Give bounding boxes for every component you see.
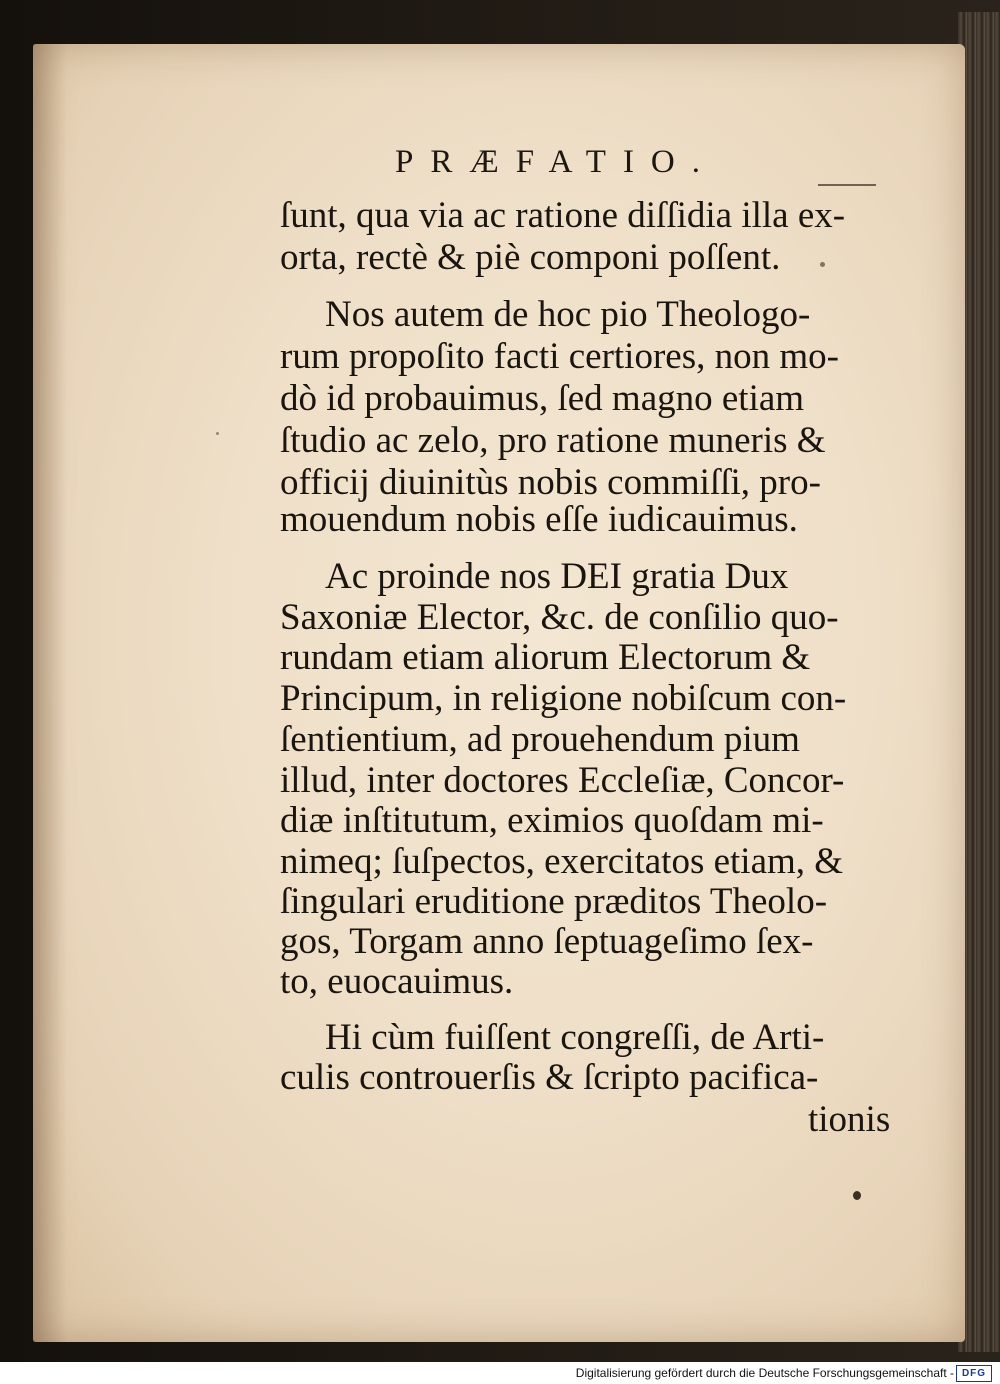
- dfg-logo-icon: DFG: [956, 1365, 992, 1382]
- text-line: Saxoniæ Elector, &c. de conſilio quo-: [280, 597, 839, 638]
- text-line: mouendum nobis eſſe iudicauimus.: [280, 499, 798, 540]
- text-line: rundam etiam aliorum Electorum &: [280, 637, 811, 678]
- text-line: Nos autem de hoc pio Theologo-: [325, 294, 811, 335]
- ink-speck: [853, 1191, 861, 1200]
- text-line: dò id probauimus, ſed magno etiam: [280, 378, 805, 419]
- running-header: PRÆFATIO.: [395, 144, 718, 180]
- ink-speck: [216, 432, 219, 435]
- text-line: culis controuerſis & ſcripto pacifica-: [280, 1057, 819, 1098]
- text-line: ſentientium, ad prouehendum pium: [280, 719, 800, 760]
- text-line: Hi cùm fuiſſent congreſſi, de Arti-: [325, 1017, 825, 1058]
- text-line: ſunt, qua via ac ratione diſſidia illa ex-: [280, 195, 846, 236]
- text-line: Ac proinde nos DEI gratia Dux: [325, 556, 789, 597]
- text-line: ſingulari eruditione præditos Theolo-: [280, 881, 828, 922]
- ink-speck: [820, 262, 825, 267]
- text-line: Principum, in religione nobiſcum con-: [280, 678, 847, 719]
- text-line: ſtudio ac zelo, pro ratione muneris &: [280, 420, 826, 461]
- text-line: diæ inſtitutum, eximios quoſdam mi-: [280, 800, 824, 841]
- catchword: tionis: [808, 1099, 891, 1140]
- funding-credit: Digitalisierung gefördert durch die Deutsche Forschungsgemeinschaft -: [575, 1366, 954, 1380]
- text-line: to, euocauimus.: [280, 961, 514, 1002]
- text-line: illud, inter doctores Eccleſiæ, Concor-: [280, 760, 845, 801]
- text-line: nimeq; ſuſpectos, exercitatos etiam, &: [280, 841, 844, 882]
- text-line: rum propoſito facti certiores, non mo-: [280, 336, 839, 377]
- text-line: gos, Torgam anno ſeptuageſimo ſex-: [280, 921, 814, 962]
- text-line: orta, rectè & piè componi poſſent.: [280, 237, 781, 278]
- text-line: officij diuinitùs nobis commiſſi, pro-: [280, 462, 821, 503]
